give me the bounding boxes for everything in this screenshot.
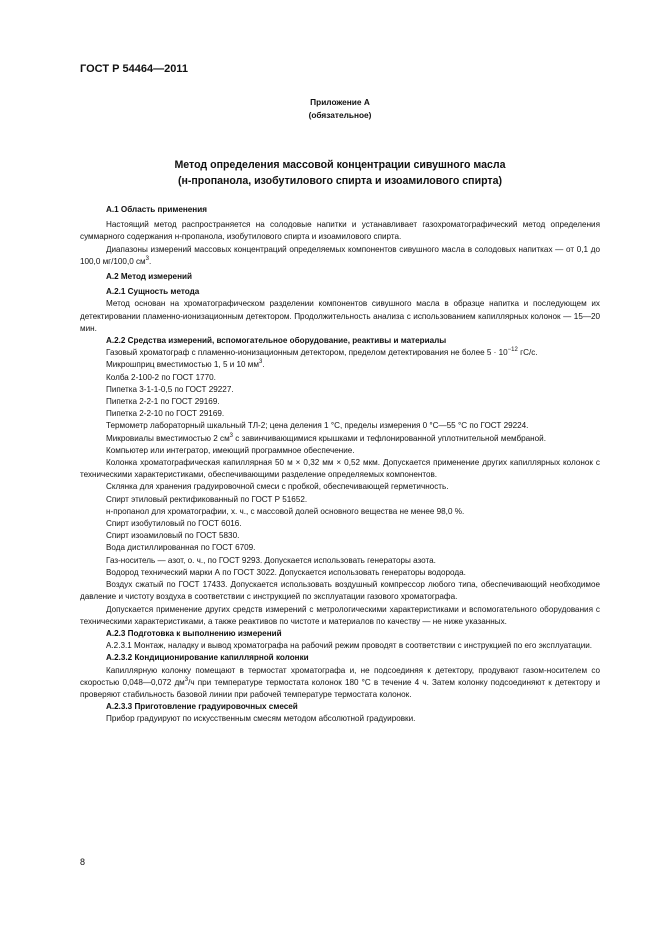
- list-item: Допускается применение других средств измерений с метрологическими характеристиками и вспомогательного оборудования с техническими характеристиками, а также реактивов по чистоте и материалов по качеству — не ниже указанных.: [80, 604, 600, 626]
- list-item: Газовый хроматограф с пламенно-ионизационным детектором, пределом детектирования не более $5 \cdot 10^{-12}$ гС/с.: [106, 347, 538, 358]
- list-item: Колонка хроматографическая капиллярная 50 м × 0,32 мм × 0,52 мкм. Допускается применение других капиллярных колонок с техническими характеристиками, обеспечивающими разделение определяемых компонентов.: [80, 458, 600, 480]
- list-item: Спирт изобутиловый по ГОСТ 6016.: [106, 519, 242, 529]
- paragraph: Настоящий метод распространяется на солодовые напитки и устанавливает газохроматографический метод определения суммарного содержания н-пропанола, изобутилового спирта и изоамилового спирта.: [80, 220, 600, 242]
- section-heading: А.1 Область применения: [106, 205, 207, 214]
- section-heading: А.2 Метод измерений: [106, 272, 192, 282]
- list-item: Спирт этиловый ректификованный по ГОСТ Р 51652.: [106, 494, 308, 504]
- subsection-heading: А.2.2 Средства измерений, вспомогательное оборудование, реактивы и материалы: [106, 336, 447, 346]
- subsection-heading: А.2.1 Сущность метода: [106, 287, 200, 297]
- document-body: [80, 204, 600, 726]
- list-item: Компьютер или интегратор, имеющий программное обеспечение.: [106, 445, 355, 455]
- list-item: Газ-носитель — азот, о. ч., по ГОСТ 9293. Допускается использовать генераторы азота.: [106, 555, 436, 565]
- method-title-line2: (н-пропанола, изобутилового спирта и изоамилового спирта): [177, 175, 503, 187]
- list-item: н-пропанол для хроматографии, х. ч., с массовой долей основного вещества не менее 98,0 %.: [106, 506, 465, 516]
- annex-status: (обязательное): [308, 110, 372, 120]
- list-item: Воздух сжатый по ГОСТ 17433. Допускается использовать воздушный компрессор любого типа, обеспечивающий необходимое давление и чистоту воздуха в соответствии с инструкцией по эксплуатации газового хроматографа.: [80, 580, 600, 602]
- paragraph: Капиллярную колонку помещают в термостат хроматографа и, не подсоединяя к детектору, продувают газом-носителем со скоростью 0,048—0,072 $дм^3/ч$ при температуре термостата колонок 180 °С в течение 4 ч. Затем колонку подсоединяют к детектору и проверяют стабильность базовой линии при рабочей температуре термостата колонок.: [80, 665, 600, 699]
- list-item: Колба 2-100-2 по ГОСТ 1770.: [106, 372, 216, 382]
- list-item: Пипетка 2-2-1 по ГОСТ 29169.: [106, 397, 220, 407]
- paragraph: Прибор градуируют по искусственным смесям методом абсолютной градуировки.: [106, 714, 416, 724]
- paragraph: Диапазоны измерений массовых концентраций определяемых компонентов сивушного масла в солодовых напитках — от 0,1 до 100,0 мг/100,0 $см^3$.: [80, 244, 600, 266]
- page-number: 8: [80, 857, 86, 867]
- paragraph: Метод основан на хроматографическом разделении компонентов сивушного масла в образце напитка и последующем их детектировании пламенно-ионизационным детектором. Продолжительность анализа с использованием капиллярных колонок — 15—20 мин.: [80, 299, 600, 333]
- list-item: Микрошприц вместимостью 1, 5 и 10 $мм^3$.: [106, 359, 265, 370]
- standard-header: ГОСТ Р 54464—2011: [80, 63, 188, 75]
- method-title-line1: Метод определения массовой концентрации сивушного масла: [174, 159, 506, 171]
- list-item: Вода дистиллированная по ГОСТ 6709.: [106, 543, 256, 553]
- list-item: Спирт изоамиловый по ГОСТ 5830.: [106, 531, 240, 541]
- list-item: Пипетка 2-2-10 по ГОСТ 29169.: [106, 409, 225, 419]
- list-item: Водород технический марки А по ГОСТ 3022. Допускается использовать генераторы водорода.: [106, 567, 466, 577]
- list-item: Микровиалы вместимостью 2 $см^3$ с завинчивающимися крышками и тефлонированной уплотнительной мембраной.: [106, 432, 546, 443]
- subsection-heading: А.2.3 Подготовка к выполнению измерений: [106, 628, 282, 638]
- list-item: Термометр лабораторный шкальный ТЛ-2; цена деления 1 °С, пределы измерения 0 °С—55 °С по ГОСТ 29224.: [106, 421, 529, 431]
- subsection-heading: А.2.3.2 Кондиционирование капиллярной колонки: [106, 653, 309, 663]
- list-item: Пипетка 3-1-1-0,5 по ГОСТ 29227.: [106, 384, 234, 394]
- list-item: Склянка для хранения градуировочной смеси с пробкой, обеспечивающей герметичность.: [106, 482, 449, 492]
- paragraph: А.2.3.1 Монтаж, наладку и вывод хроматографа на рабочий режим проводят в соответствии с инструкцией по его эксплуатации.: [106, 641, 593, 651]
- annex-title: Приложение А: [310, 97, 370, 107]
- subsection-heading: А.2.3.3 Приготовление градуировочных смесей: [106, 702, 298, 712]
